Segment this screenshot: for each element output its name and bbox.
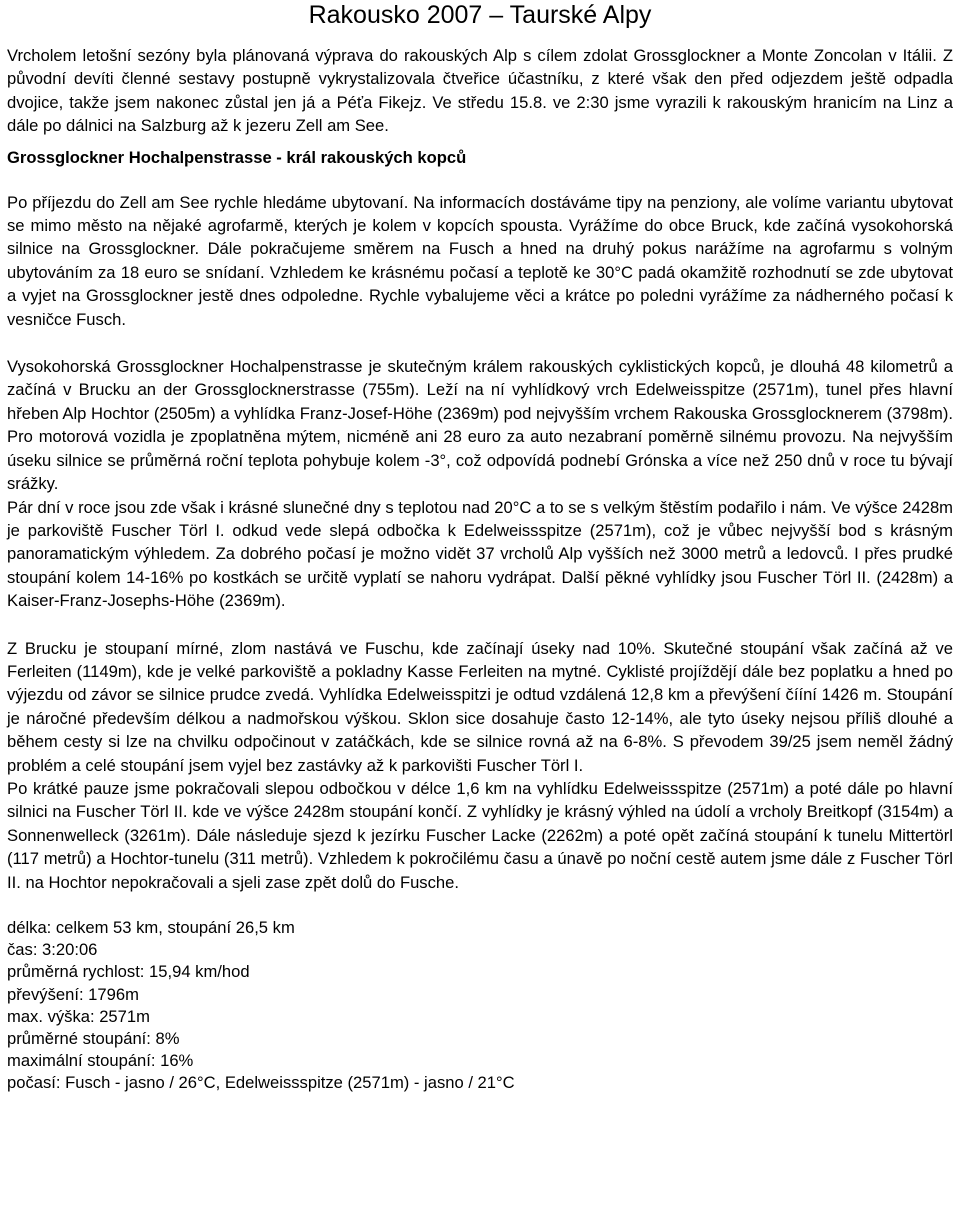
paragraph-continuation: Po krátké pauze jsme pokračovali slepou odbočkou v délce 1,6 km na vyhlídku Edelweissspitze (2571m) a poté dále po hlavní silnici na Fuscher Törl II. kde ve výšce 2428m stoupání končí. Z vyhlídky je krásný výhled na údolí a vrcholy Breitkopf (3154m) a Sonnenwelleck (3261m). Dále následuje sjezd k jezírku Fuscher Lacke (2262m) a poté opět začíná stoupání k tunelu Mittertörl (117 metrů) a Hochtor-tunelu (311 metrů). Vzhledem k pokročilému času a únavě po noční cestě autem jsme dále z Fuscher Törl II. na Hochtor nepokračovali a sjeli zase zpět dolů do Fusche. [7, 778, 953, 892]
stat-average-speed: průměrná rychlost: 15,94 km/hod [7, 962, 250, 982]
intro-paragraph: Vrcholem letošní sezóny byla plánovaná výprava do rakouských Alp s cílem zdolat Grossglockner a Monte Zoncolan v Itálii. Z původní devíti členné sestavy postupně vykrystalizovala čtveřice účastníku, z které však den před odjezdem ještě odpadla dvojice, takže jsem nakonec zůstal jen já a Péťa Fikejz. Ve středu 15.8. ve 2:30 jsme vyrazili k rakouským hranicím na Linz a dále po dálnici na Salzburg až k jezeru Zell am See. [7, 46, 953, 136]
stat-weather: počasí: Fusch - jasno / 26°C, Edelweissspitze (2571m) - jasno / 21°C [7, 1073, 515, 1093]
stat-distance: délka: celkem 53 km, stoupání 26,5 km [7, 918, 295, 937]
ride-stats-list [7, 917, 953, 1095]
stat-time: čas: 3:20:06 [7, 940, 98, 960]
stat-elevation-gain: převýšení: 1796m [7, 984, 139, 1004]
paragraph-accommodation: Po příjezdu do Zell am See rychle hledáme ubytovaní. Na informacích dostáváme tipy na penziony, ale volíme variantu ubytovat se mimo město na nějaké agrofarmě, kterých je kolem v kopcích spousta. Vyrážíme do obce Bruck, kde začíná vysokohorská silnice na Grossglockner. Dále pokračujeme směrem na Fusch a hned na druhý pokus narážíme na agrofarmu s volným ubytováním za 18 euro se snídaní. Vzhledem ke krásnému počasí a teplotě ke 30°C padá okamžitě rozhodnutí se zde ubytovat a vyjet na Grossglockner jestě dnes odpoledne. Rychle vybalujeme věci a krátce po poledni vyrážíme za nádherného počasí k vesničce Fusch. [7, 192, 953, 329]
section-heading: Grossglockner Hochalpenstrasse - král rakouských kopců [7, 147, 467, 167]
stat-max-altitude: max. výška: 2571m [7, 1006, 150, 1026]
paragraph-climb: Z Brucku je stoupaní mírné, zlom nastává ve Fuschu, kde začínají úseky nad 10%. Skutečné stoupání však začíná až ve Ferleiten (1149m), kde je velké parkoviště a pokladny Kasse Ferleiten na mytné. Cyklisté projíždějí dále bez poplatku a hned po výjezdu od závor se silnice prudce zvedá. Vyhlídka Edelweisspitzi je odtud vzdálená 12,8 km a převýšení čííní 1426 m. Stoupání je náročné především délkou a nadmořskou výškou. Sklon sice dosahuje často 12-14%, ale tyto úseky nejsou příliš dlouhé a během cesty si lze na chvilku odpočinout v zatáčkách, kde se silnice rovná až na 6-8%. S převodem 39/25 jsem neměl žádný problém a celé stoupání jsem vyjel bez zastávky až k parkovišti Fuscher Törl I. [7, 638, 953, 775]
stat-max-gradient: maximální stoupání: 16% [7, 1051, 194, 1071]
stat-average-gradient: průměrné stoupání: 8% [7, 1029, 180, 1049]
paragraph-road-description: Vysokohorská Grossglockner Hochalpenstrasse je skutečným králem rakouských cyklistických kopců, je dlouhá 48 kilometrů a začíná v Brucku an der Grossglocknerstrasse (755m). Leží na ní vyhlídkový vrch Edelweisspitze (2571m), tunel přes hlavní hřeben Alp Hochtor (2505m) a vyhlídka Franz-Josef-Höhe (2369m) pod nejvyšším vrchem Rakouska Grossglocknerem (3798m). Pro motorová vozidla je zpoplatněna mýtem, nicméně ani 28 euro za auto nezabraní poměrně silnému provozu. Na nejvyšším úseku silnice se průměrná roční teplota pohybuje kolem -3°, což odpovídá podnebí Grónska a více než 250 dnů v roce tu bývají srážky. [7, 357, 953, 494]
paragraph-weather-viewpoints: Pár dní v roce jsou zde však i krásné slunečné dny s teplotou nad 20°C a to se s velkým štěstím podařilo i nám. Ve výšce 2428m je parkoviště Fuscher Törl I. odkud vede slepá odbočka k Edelweissspitze (2571m), což je vůbec nejvyšší bod s krásným panoramatickým výhledem. Za dobrého počasí je možno vidět 37 vrcholů Alp vyšších než 3000 metrů a ledovců. I přes prudké stoupání kolem 14-16% po kostkách se určitě vyplatí se nahoru vydrápat. Další pěkné vyhlídky jsou Fuscher Törl II. (2428m) a Kaiser-Franz-Josephs-Höhe (2369m). [7, 497, 953, 611]
page-title: Rakousko 2007 – Taurské Alpy [308, 1, 652, 29]
